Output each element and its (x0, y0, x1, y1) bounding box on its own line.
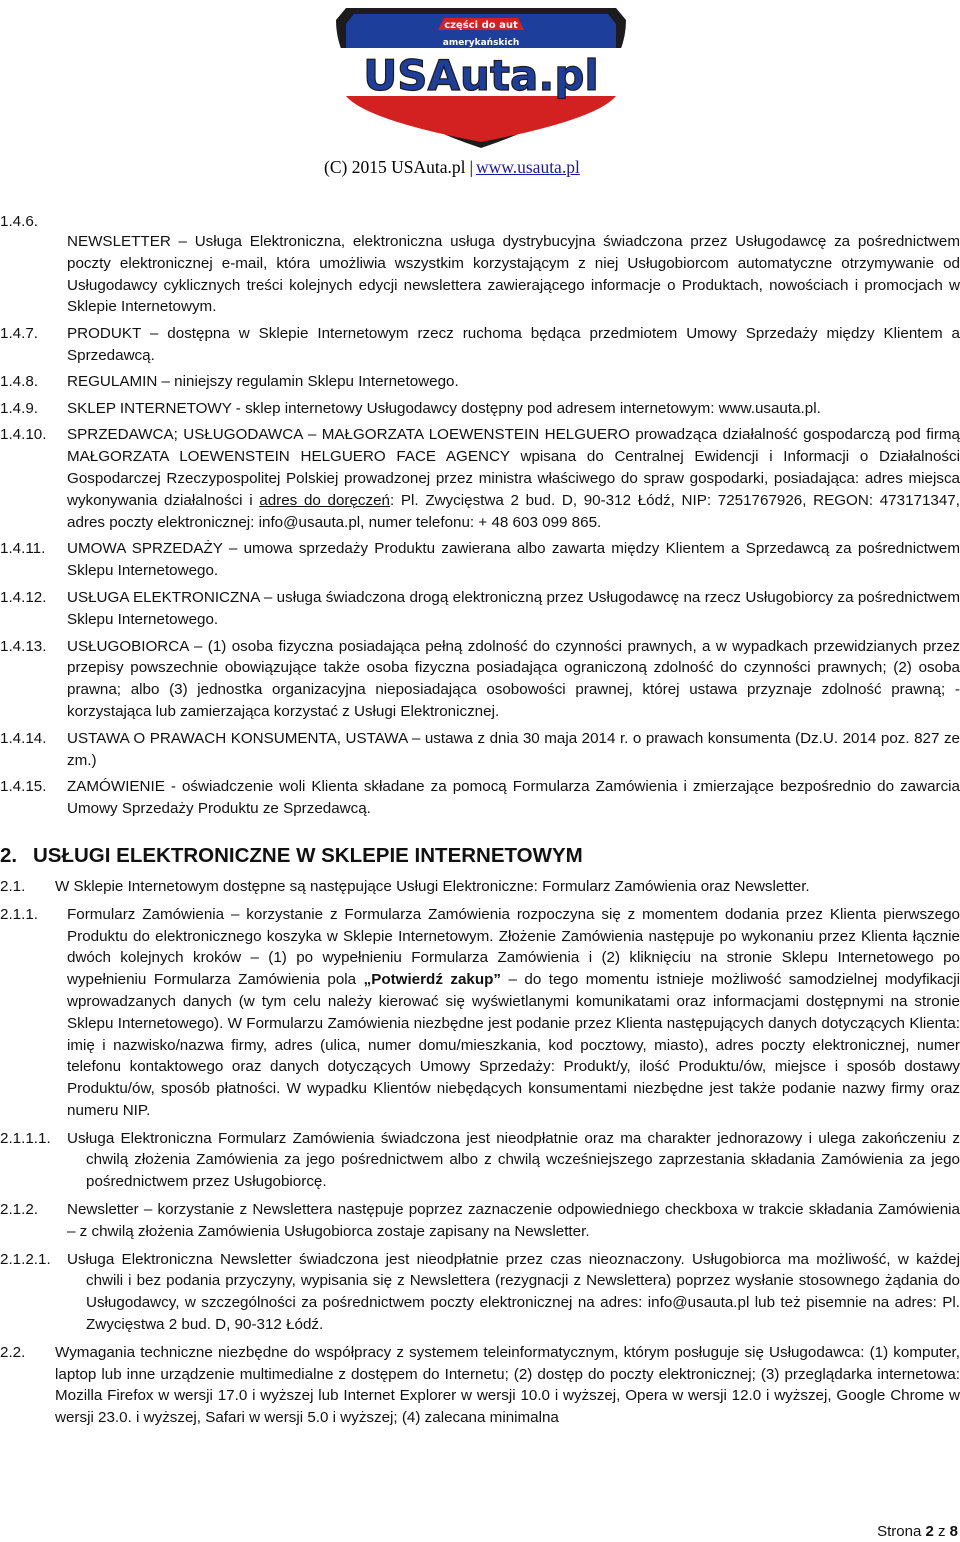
section-number: 2. (0, 843, 18, 867)
item-number: 2.1.1. (0, 905, 38, 923)
definition-item (0, 587, 960, 631)
item-number: 2.1.2.1. (0, 1250, 51, 1268)
paragraph-2-1-1 (0, 904, 960, 1122)
item-text (67, 904, 960, 1122)
item-text: ZAMÓWIENIE - oświadczenie woli Klienta składane za pomocą Formularza Zamówienia i zmierzające bezpośrednio do zawarcia Umowy Sprzedaży Produktu ze Sprzedawcą. (67, 778, 960, 818)
logo-middle-text: amerykańskich (442, 38, 520, 48)
footer-total-pages: 8 (949, 1523, 958, 1540)
confirm-purchase-label: „Potwierdź zakup” (363, 971, 502, 989)
page-footer (877, 1523, 958, 1540)
logo-brand-text: USAuta.pl (363, 51, 599, 100)
item-text-part: – do tego momentu istnieje możliwość samodzielnej modyfikacji wprowadzanych danych (w tym celu należy kierować się wyświetlanymi komunikatami oraz informacjami dostępnymi na stronie Sklepu Internetowego). W Formularzu Zamówienia niezbędne jest podanie przez Klienta następujących danych dotyczących Klienta: imię i nazwisko/nazwa firmy, adres (ulica, numer domu/mieszkania, kod pocztowy, miasto), adres poczty elektronicznej, numer telefonu kontaktowego oraz danych dotyczących Umowy Sprzedaży: Produkt/y, ilość Produktu/ów, miejsce i sposób dostawy Produktu/ów, sposób płatności. W wypadku Klientów niebędących konsumentami niezbędne jest także podanie nazwy firmy oraz numeru NIP. (67, 971, 960, 1119)
item-text: W Sklepie Internetowym dostępne są następujące Usługi Elektroniczne: Formularz Zamówienia oraz Newsletter. (55, 877, 810, 895)
item-number: 1.4.6. (0, 213, 38, 230)
item-number: 2.1.2. (0, 1201, 38, 1219)
item-text-part: SPRZEDAWCA; USŁUGODAWCA – MAŁGORZATA LOEWENSTEIN HELGUERO prowadząca działalność gospodarczą pod firmą MAŁGORZATA LOEWENSTEIN HELGUERO FACE AGENCY wpisana do Centralnej Ewidencji i Informacji o Działalności Gospodarczej Rzeczypospolitej Polskiej prowadzonej przez ministra właściwego do spraw gospodarki, posiadająca: adres miejsca wykonywania działalności i (67, 426, 960, 509)
item-text: NEWSLETTER – Usługa Elektroniczna, elektroniczna usługa dystrybucyjna świadczona przez Usługodawcę za pośrednictwem poczty elektronicznej e-mail, która umożliwia wszystkim korzystającym z niej Usługobiorcom automatyczne otrzymywanie od Usługodawcy cyklicznych treści kolejnych edycji newslettera zawierającego informacje o Produktach, nowościach i promocjach w Sklepie Internetowym. (67, 233, 960, 316)
item-number: 1.4.11. (0, 540, 46, 558)
item-text: USTAWA O PRAWACH KONSUMENTA, USTAWA – ustawa z dnia 30 maja 2014 r. o prawach konsumenta (Dz.U. 2014 poz. 827 ze zm.) (67, 729, 960, 769)
definition-item (0, 424, 960, 533)
item-text-part: Formularz Zamówienia – korzystanie z Formularza Zamówienia rozpoczyna się z momentem dodania przez Klienta pierwszego Produktu do elektronicznego koszyka w Sklepie Internetowym. Złożenie Zamówienia następuje po wykonaniu przez Klienta łącznie dwóch kolejnych kroków – (1) po wypełnieniu Formularza Zamówienia i (2) kliknięciu na stronie Sklepu Internetowego po wypełnieniu Formularza Zamówienia pola (67, 905, 960, 989)
definition-item (0, 728, 960, 772)
item-text: USŁUGOBIORCA – (1) osoba fizyczna posiadająca pełną zdolność do czynności prawnych, a w wypadkach przewidzianych przez przepisy powszechnie obowiązujące także osoba fizyczna posiadająca ograniczoną zdolność do czynności prawnych; (2) osoba prawna; albo (3) jednostka organizacyjna nieposiadająca osobowości prawnej, której ustawa przyznaje zdolność prawną; - korzystająca lub zamierzająca korzystać z Usługi Elektronicznej. (67, 637, 960, 720)
item-number: 2.1.1.1. (0, 1129, 51, 1147)
logo-top-text: części do aut (444, 20, 518, 31)
item-text-underlined: adres do doręczeń (259, 491, 390, 509)
item-text: Usługa Elektroniczna Newsletter świadczona jest nieodpłatnie przez czas nieoznaczony. Usługobiorca ma możliwość, w każdej chwili i bez podania przyczyny, wypisania się z Newslettera (rezygnacji z Newslettera) poprzez wysłanie stosownego żądania do Usługodawcy, w szczególności za pośrednictwem poczty elektronicznej na adres: info@usauta.pl lub też pisemnie na adres: Pl. Zwycięstwa 2 bud. D, 90-312 Łódź. (67, 1250, 960, 1334)
usauta-logo (326, 0, 636, 150)
copyright-text: (C) 2015 USAuta.pl (324, 157, 466, 177)
paragraph-2-2 (0, 1342, 960, 1429)
section-title: USŁUGI ELEKTRONICZNE W SKLEPIE INTERNETOWYM (33, 843, 583, 867)
item-text (67, 424, 960, 533)
header (0, 0, 960, 215)
paragraph-2-1-1-1 (0, 1128, 960, 1193)
section-heading (0, 842, 960, 872)
item-number: 1.4.13. (0, 637, 47, 655)
footer-page-number: 2 (925, 1523, 934, 1540)
item-text: Usługa Elektroniczna Formularz Zamówienia świadczona jest nieodpłatnie oraz ma charakter jednorazowy i ulega zakończeniu z chwilą złożenia Zamówienia za jego pośrednictwem albo z chwilą wcześniejszego zaprzestania składania Zamówienia za jego pośrednictwem przez Usługobiorcę. (67, 1129, 960, 1191)
item-text: UMOWA SPRZEDAŻY – umowa sprzedaży Produktu zawierana albo zawarta między Klientem a Sprzedawcą za pośrednictwem Sklepu Internetowego. (67, 540, 960, 580)
definition-item (0, 323, 960, 367)
item-text: Newsletter – korzystanie z Newslettera następuje poprzez zaznaczenie odpowiedniego checkboxa w trakcie składania Zamówienia – z chwilą złożenia Zamówienia Usługobiorca zostaje zapisany na Newsletter. (67, 1201, 960, 1240)
paragraph-2-1 (0, 876, 960, 898)
paragraph-2-1-2 (0, 1199, 960, 1243)
item-text: SKLEP INTERNETOWY - sklep internetowy Usługodawcy dostępny pod adresem internetowym: www.usauta.pl. (67, 399, 821, 417)
item-number: 1.4.15. (0, 778, 47, 796)
item-text: PRODUKT – dostępna w Sklepie Internetowym rzecz ruchoma będąca przedmiotem Umowy Sprzedaży między Klientem a Sprzedawcą. (67, 325, 960, 364)
definition-item (0, 213, 960, 318)
item-number: 2.1. (0, 877, 26, 895)
footer-of: z (937, 1523, 946, 1540)
definition-item (0, 398, 960, 420)
item-text: Wymagania techniczne niezbędne do współpracy z systemem teleinformatycznym, którym posługuje się Usługodawca: (1) komputer, laptop lub inne urządzenie multimedialne z dostępem do Internetu; (2) dostęp do poczty elektronicznej; (3) przeglądarka internetowa: Mozilla Firefox w wersji 17.0 i wyższej lub Internet Explorer w wersji 10.0 i wyższej, Opera w wersji 12.0 i wyższej, Google Chrome w wersji 23.0. i wyższej, Safari w wersji 5.0 i wyższej; (4) zalecana minimalna (55, 1343, 960, 1427)
definition-item (0, 538, 960, 582)
definition-item (0, 776, 960, 820)
item-text: REGULAMIN – niniejszy regulamin Sklepu Internetowego. (67, 372, 459, 390)
item-number: 1.4.9. (0, 399, 38, 417)
item-number: 1.4.7. (0, 325, 38, 343)
item-number: 2.2. (0, 1343, 26, 1361)
document-body (0, 213, 960, 1429)
copyright-separator: | (469, 157, 473, 177)
item-text: USŁUGA ELEKTRONICZNA – usługa świadczona drogą elektroniczną przez Usługodawcę na rzecz Usługobiorcy za pośrednictwem Sklepu Internetowego. (67, 588, 960, 628)
item-text-part: : Pl. Zwycięstwa 2 bud. D, 90-312 Łódź, NIP: 7251767926, REGON: 473171347, adres poczty elektronicznej: info@usauta.pl, numer telefonu: + 48 603 099 865. (67, 491, 960, 531)
website-link[interactable]: www.usauta.pl (475, 157, 580, 177)
item-number: 1.4.14. (0, 729, 47, 747)
item-number: 1.4.8. (0, 372, 38, 390)
item-number: 1.4.10. (0, 426, 47, 444)
item-number: 1.4.12. (0, 588, 47, 606)
definition-item (0, 371, 960, 393)
footer-label: Strona (877, 1523, 922, 1540)
paragraph-2-1-2-1 (0, 1249, 960, 1336)
definition-item (0, 636, 960, 723)
